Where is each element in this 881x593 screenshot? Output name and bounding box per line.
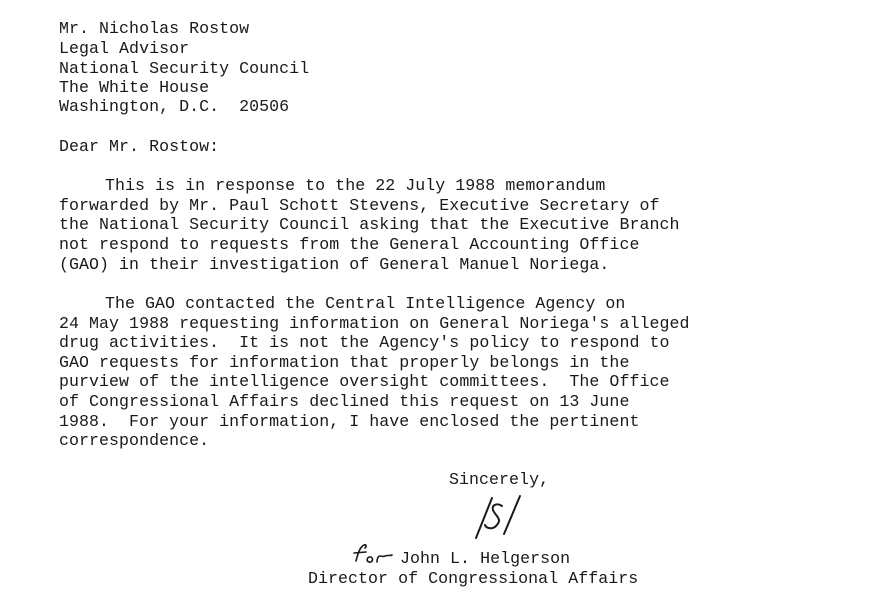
salutation: Dear Mr. Rostow: xyxy=(59,137,220,156)
closing: Sincerely, xyxy=(449,470,550,489)
paragraph2-line: 24 May 1988 requesting information on General Noriega's alleged xyxy=(59,314,690,333)
signer-name: John L. Helgerson xyxy=(400,549,571,568)
paragraph1-line: forwarded by Mr. Paul Schott Stevens, Executive Secretary of xyxy=(59,196,660,215)
for-handwritten-icon xyxy=(350,541,394,569)
paragraph1-line: not respond to requests from the General Accounting Office xyxy=(59,235,640,254)
recipient-title: Legal Advisor xyxy=(59,39,190,58)
signer-title: Director of Congressional Affairs xyxy=(308,569,639,588)
paragraph2-line: correspondence. xyxy=(59,431,210,450)
recipient-building: The White House xyxy=(59,78,210,97)
recipient-name: Mr. Nicholas Rostow xyxy=(59,19,250,38)
paragraph2-line: GAO requests for information that properly belongs in the xyxy=(59,353,630,372)
signature-mark-icon xyxy=(458,492,528,542)
paragraph2-line: of Congressional Affairs declined this request on 13 June xyxy=(59,392,630,411)
paragraph1-line: (GAO) in their investigation of General Manuel Noriega. xyxy=(59,255,610,274)
paragraph2-line: 1988. For your information, I have enclosed the pertinent xyxy=(59,412,640,431)
recipient-city: Washington, D.C. 20506 xyxy=(59,97,290,116)
paragraph1-line: This is in response to the 22 July 1988 memorandum xyxy=(105,176,606,195)
paragraph2-line: purview of the intelligence oversight committees. The Office xyxy=(59,372,670,391)
paragraph2-line: drug activities. It is not the Agency's policy to respond to xyxy=(59,333,670,352)
paragraph2-line: The GAO contacted the Central Intelligence Agency on xyxy=(105,294,626,313)
recipient-org: National Security Council xyxy=(59,59,310,78)
paragraph1-line: the National Security Council asking that the Executive Branch xyxy=(59,215,680,234)
